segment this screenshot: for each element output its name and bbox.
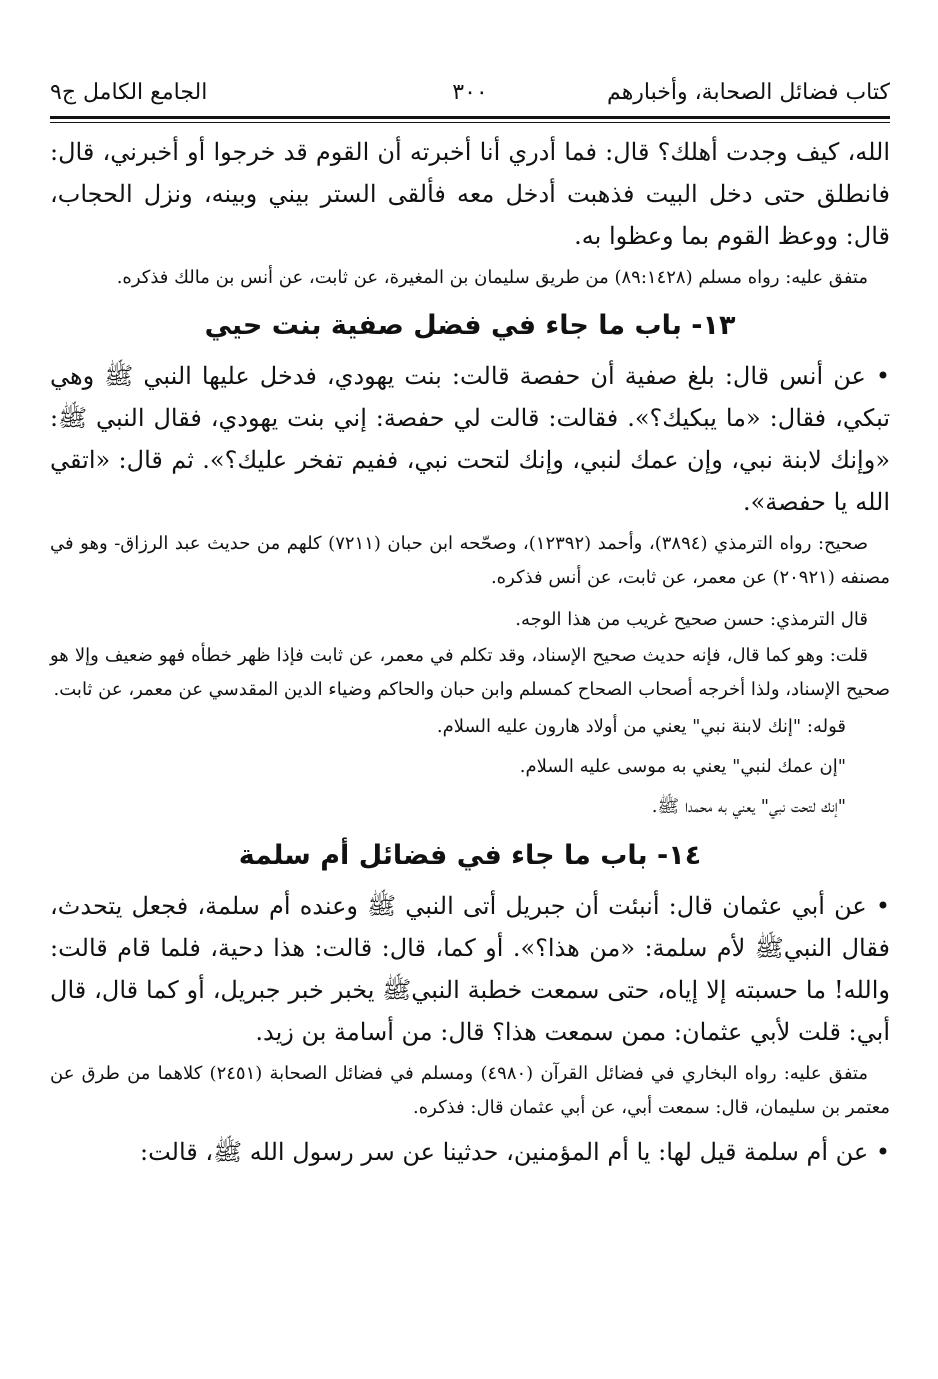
takhrij-note: متفق عليه: رواه مسلم (٨٩:١٤٢٨) من طريق سليمان بن المغيرة، عن ثابت، عن أنس بن مالك فذكره.	[116, 267, 868, 288]
hadith-paragraph: الله، كيف وجدت أهلك؟ قال: فما أدري أنا أخبرته أن القوم قد خرجوا أو أخبرني، قال: فانطلق حتى دخل البيت فذهبت أدخل معه فألقى الستر بيني وبينه، ونزل الحجاب، قال: ووعظ القوم بما وعظوا به.	[50, 138, 890, 250]
chapter-heading: ١٣- باب ما جاء في فضل صفية بنت حيي	[204, 310, 736, 341]
takhrij-note: متفق عليه: رواه البخاري في فضائل القرآن (٤٩٨٠) ومسلم في فضائل الصحابة (٢٤٥١) كلاهما من طرق عن معتمر بن سليمان، قال: سمعت أبي، عن أبي عثمان قال: فذكره.	[50, 1063, 890, 1118]
header-rule-thick	[50, 116, 890, 119]
explanation-line: قوله: "إنك لابنة نبي" يعني من أولاد هارون عليه السلام.	[436, 716, 846, 737]
hadith-paragraph: • عن أم سلمة قيل لها: يا أم المؤمنين، حدثينا عن سر رسول الله ﷺ، قالت:	[140, 1138, 890, 1166]
explanation-line: "إن عمك لنبي" يعني به موسى عليه السلام.	[519, 756, 846, 777]
chapter-heading: ١٤- باب ما جاء في فضائل أم سلمة	[238, 840, 702, 871]
series-title: الجامع الكامل ج٩	[50, 80, 208, 105]
hadith-paragraph: • عن أنس قال: بلغ صفية أن حفصة قالت: بنت يهودي، فدخل عليها النبي ﷺ وهي تبكي، فقال: «ما يبكيك؟». فقالت: قالت لي حفصة: إني بنت يهودي، فقال النبي ﷺ: «وإنك لابنة نبي، وإن عمك لنبي، وإنك لتحت نبي، ففيم تفخر عليك؟». ثم قال: «اتقي الله يا حفصة».	[50, 362, 891, 516]
page-number: ٣٠٠	[452, 80, 488, 105]
commentary-line: قال الترمذي: حسن صحيح غريب من هذا الوجه.	[515, 609, 868, 630]
explanation-line: "إنك لتحت نبي" يعني به محمدا ﷺ.	[651, 796, 846, 817]
commentary-paragraph: قلت: وهو كما قال، فإنه حديث صحيح الإسناد، وقد تكلم في معمر، عن ثابت فإذا ظهر خطأه فهو ضعيف وإلا هو صحيح الإسناد، ولذا أخرجه أصحاب الصحاح كمسلم وابن حبان والحاكم وضياء الدين المقدسي عن معمر، عن ثابت.	[50, 645, 890, 700]
book-title: كتاب فضائل الصحابة، وأخبارهم	[607, 80, 890, 105]
page	[50, 0, 890, 1379]
page-body	[50, 131, 890, 1173]
takhrij-note: صحيح: رواه الترمذي (٣٨٩٤)، وأحمد (١٢٣٩٢)، وصحّحه ابن حبان (٧٢١١) كلهم من حديث عبد الرزاق- وهو في مصنفه (٢٠٩٢١) عن معمر، عن ثابت، عن أنس فذكره.	[50, 533, 890, 588]
hadith-paragraph: • عن أبي عثمان قال: أنبئت أن جبريل أتى النبي ﷺ وعنده أم سلمة، فجعل يتحدث، فقال النبيﷺ لأم سلمة: «من هذا؟». أو كما، قال: قالت: هذا دحية، فلما قام قالت: والله! ما حسبته إلا إياه، حتى سمعت خطبة النبيﷺ يخبر خبر جبريل، أو كما قال، قال أبي: قلت لأبي عثمان: ممن سمعت هذا؟ قال: من أسامة بن زيد.	[50, 892, 891, 1046]
running-header	[50, 76, 890, 110]
header-rule-thin	[50, 122, 890, 123]
